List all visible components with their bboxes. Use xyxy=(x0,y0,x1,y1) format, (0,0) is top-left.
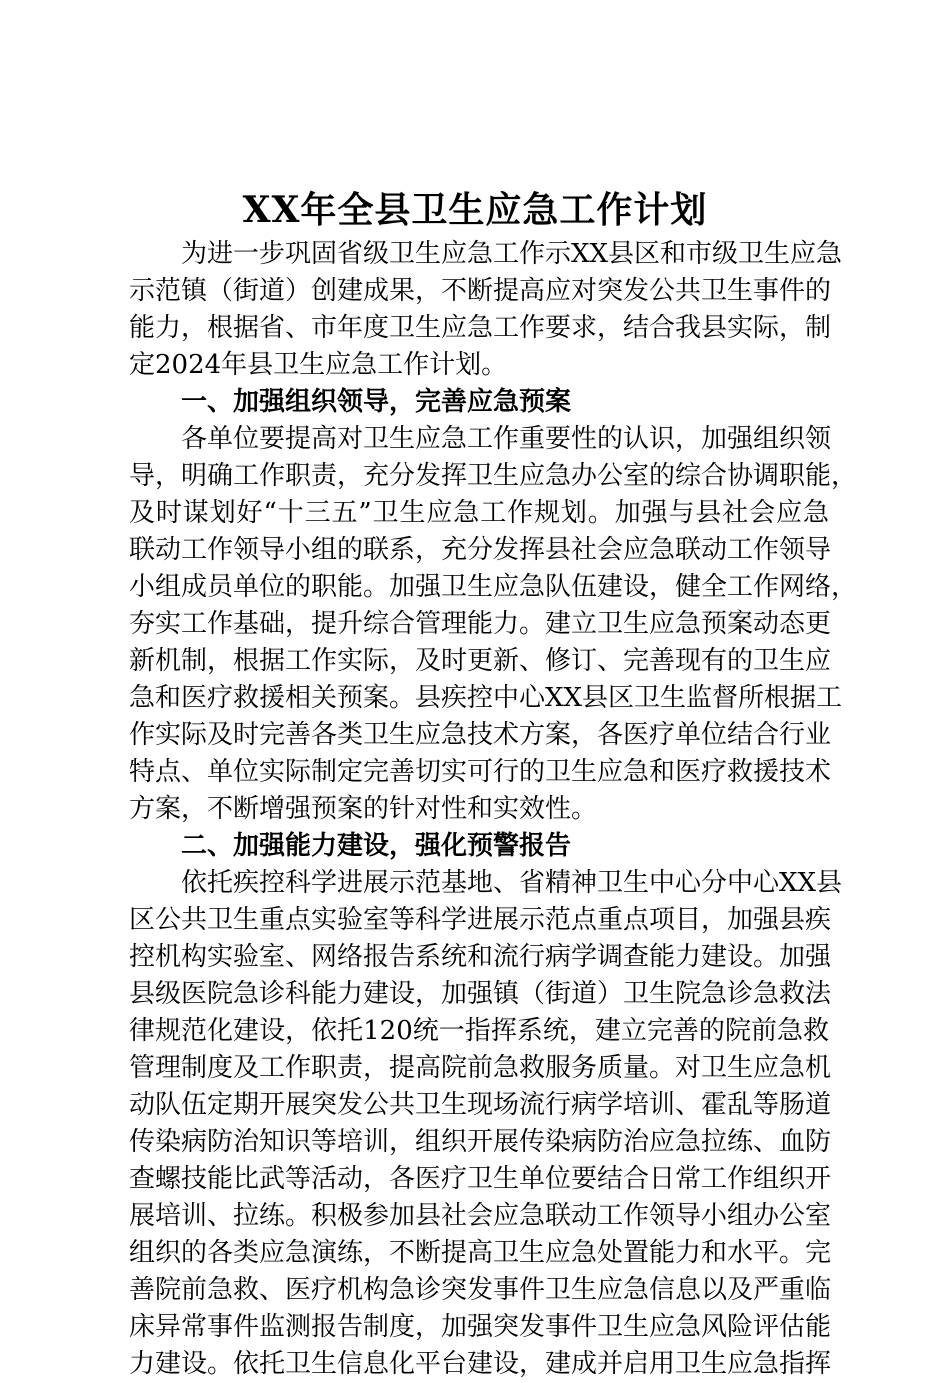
document-title: XX年全县卫生应急工作计划 xyxy=(242,189,708,231)
paragraph-line: 律规范化建设，依托120统一指挥系统，建立完善的院前急救 xyxy=(129,1016,829,1046)
paragraph-line: 方案，不断增强预案的针对性和实效性。 xyxy=(129,794,598,824)
paragraph-line: 控机构实验室、网络报告系统和流行病学调查能力建设。加强 xyxy=(129,942,832,972)
paragraph-line: 能力，根据省、市年度卫生应急工作要求，结合我县实际，制 xyxy=(129,313,832,343)
paragraph-line: 为进一步巩固省级卫生应急工作示XX县区和市级卫生应急 xyxy=(181,239,843,269)
paragraph-line: 夯实工作基础，提升综合管理能力。建立卫生应急预案动态更 xyxy=(129,609,832,639)
paragraph-line: 及时谋划好“十三五”卫生应急工作规划。加强与县社会应急 xyxy=(129,498,829,528)
paragraph-line: 小组成员单位的职能。加强卫生应急队伍建设，健全工作网络， xyxy=(129,572,858,602)
paragraph-line: 新机制，根据工作实际，及时更新、修订、完善现有的卫生应 xyxy=(129,646,832,676)
paragraph-line: 各单位要提高对卫生应急工作重要性的认识，加强组织领 xyxy=(181,424,832,454)
section-heading: 二、加强能力建设，强化预警报告 xyxy=(181,831,572,861)
paragraph-line: 区公共卫生重点实验室等科学进展示范点重点项目，加强县疾 xyxy=(129,905,832,935)
document-body xyxy=(129,236,858,1383)
paragraph-line: 力建设。依托卫生信息化平台建设，建成并启用卫生应急指挥 xyxy=(129,1349,832,1379)
paragraph-line: 依托疾控科学进展示范基地、省精神卫生中心分中心XX县 xyxy=(181,868,843,898)
paragraph-line: 示范镇（街道）创建成果，不断提高应对突发公共卫生事件的 xyxy=(129,276,832,306)
paragraph-line: 作实际及时完善各类卫生应急技术方案，各医疗单位结合行业 xyxy=(129,720,832,750)
paragraph-line: 善院前急救、医疗机构急诊突发事件卫生应急信息以及严重临 xyxy=(129,1275,832,1305)
paragraph-line: 急和医疗救援相关预案。县疾控中心XX县区卫生监督所根据工 xyxy=(129,683,843,713)
paragraph-line: 联动工作领导小组的联系，充分发挥县社会应急联动工作领导 xyxy=(129,535,832,565)
section-heading: 一、加强组织领导，完善应急预案 xyxy=(181,387,572,417)
paragraph-line: 县级医院急诊科能力建设，加强镇（街道）卫生院急诊急救法 xyxy=(129,979,832,1009)
paragraph-line: 导，明确工作职责，充分发挥卫生应急办公室的综合协调职能， xyxy=(129,461,858,491)
paragraph-line: 传染病防治知识等培训，组织开展传染病防治应急拉练、血防 xyxy=(129,1127,832,1157)
paragraph-line: 床异常事件监测报告制度，加强突发事件卫生应急风险评估能 xyxy=(129,1312,832,1342)
paragraph-line: 展培训、拉练。积极参加县社会应急联动工作领导小组办公室 xyxy=(129,1201,832,1231)
paragraph-line: 查螺技能比武等活动，各医疗卫生单位要结合日常工作组织开 xyxy=(129,1164,832,1194)
paragraph-line: 组织的各类应急演练，不断提高卫生应急处置能力和水平。完 xyxy=(129,1238,832,1268)
paragraph-line: 特点、单位实际制定完善切实可行的卫生应急和医疗救援技术 xyxy=(129,757,832,787)
paragraph-line: 动队伍定期开展突发公共卫生现场流行病学培训、霍乱等肠道 xyxy=(129,1090,832,1120)
paragraph-line: 管理制度及工作职责，提高院前急救服务质量。对卫生应急机 xyxy=(129,1053,832,1083)
paragraph-line: 定2024年县卫生应急工作计划。 xyxy=(129,350,508,380)
